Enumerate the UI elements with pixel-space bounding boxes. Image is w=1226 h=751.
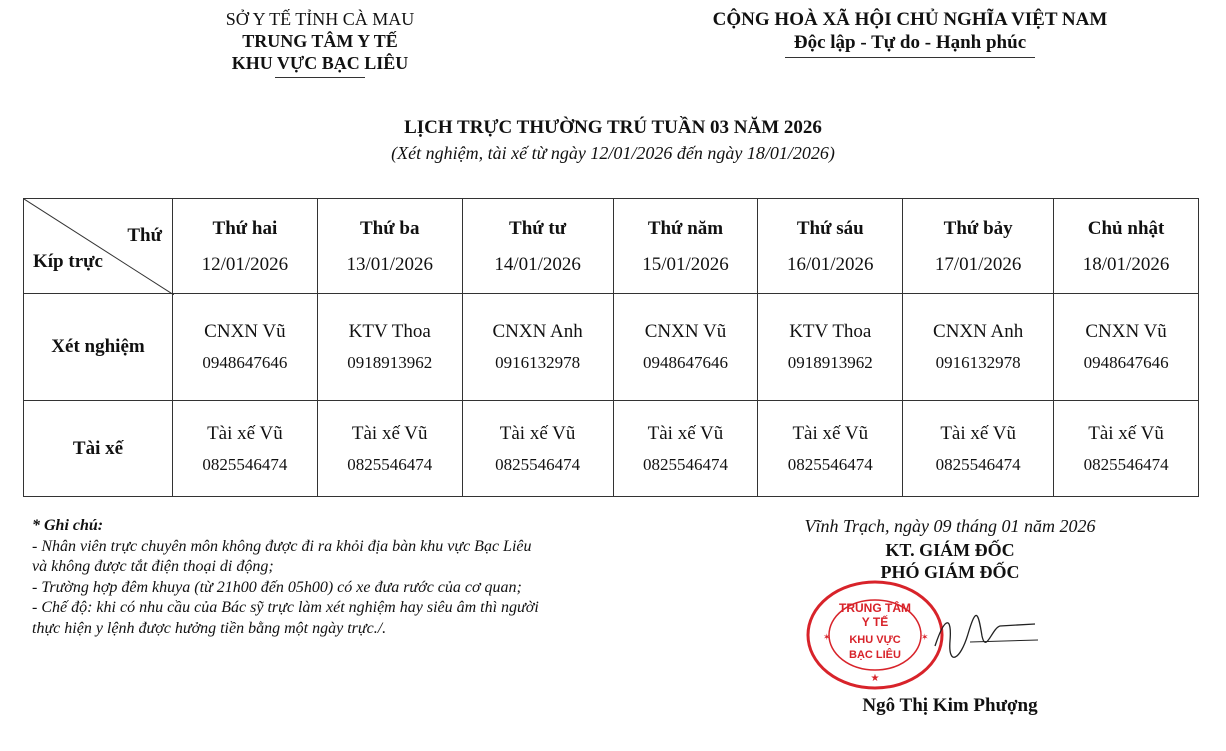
- staff-phone: 0918913962: [787, 353, 873, 372]
- staff-name: Tài xế Vũ: [940, 422, 1016, 444]
- row-label: Xét nghiệm: [24, 294, 173, 401]
- staff-name: KTV Thoa: [789, 321, 872, 342]
- day-date: 17/01/2026: [934, 254, 1022, 275]
- signer-role: PHÓ GIÁM ĐỐC: [880, 562, 1020, 582]
- row-label: Tài xế: [24, 401, 173, 497]
- duty-cell: [903, 401, 1054, 497]
- note-line: - Trường hợp đêm khuya (từ 21h00 đến 05h00) có xe đưa rước của cơ quan;: [32, 578, 522, 596]
- day-date: 13/01/2026: [346, 254, 433, 275]
- staff-phone: 0825546474: [495, 454, 581, 474]
- day-header: [173, 199, 318, 294]
- staff-name: CNXN Vũ: [204, 321, 286, 342]
- day-name: Chủ nhật: [1087, 218, 1165, 239]
- notes-title: * Ghi chú:: [32, 517, 104, 534]
- duty-cell: [462, 294, 613, 401]
- day-name: Thứ ba: [359, 218, 420, 239]
- staff-name: Tài xế Vũ: [207, 422, 283, 444]
- day-date: 15/01/2026: [642, 254, 729, 275]
- issuer-area: KHU VỰC BẠC LIÊU: [231, 53, 409, 73]
- day-header: [758, 199, 903, 294]
- staff-name: CNXN Vũ: [1085, 321, 1167, 342]
- day-header: [1054, 199, 1199, 294]
- note-line: - Chế độ: khi có nhu cầu của Bác sỹ trực làm xét nghiệm hay siêu âm thì người: [32, 599, 539, 616]
- issuer-header: [210, 8, 430, 78]
- day-header: [462, 199, 613, 294]
- document-title: LỊCH TRỰC THƯỜNG TRÚ TUẦN 03 NĂM 2026: [404, 117, 822, 138]
- staff-phone: 0916132978: [495, 353, 581, 372]
- note-line: thực hiện y lệnh được hưởng tiền bằng một ngày trực./.: [32, 619, 387, 637]
- staff-name: Tài xế Vũ: [792, 422, 869, 444]
- place-date: Vĩnh Trạch, ngày 09 tháng 01 năm 2026: [804, 516, 1096, 536]
- duty-cell: [903, 294, 1054, 401]
- staff-phone: 0916132978: [935, 353, 1021, 372]
- stamp-text-line: BẠC LIÊU: [849, 649, 901, 661]
- table-header-row: [24, 199, 1199, 294]
- issuer-center: TRUNG TÂM Y TẾ: [242, 31, 398, 51]
- staff-phone: 0948647646: [1083, 353, 1169, 372]
- corner-day-label: Thứ: [127, 225, 162, 246]
- issuer-department: SỞ Y TẾ TỈNH CÀ MAU: [225, 9, 415, 29]
- duty-cell: [317, 401, 462, 497]
- national-title: CỘNG HOÀ XÃ HỘI CHỦ NGHĨA VIỆT NAM: [712, 9, 1108, 30]
- staff-name: Tài xế Vũ: [647, 422, 724, 444]
- day-date: 12/01/2026: [201, 254, 289, 275]
- duty-cell: [173, 401, 318, 497]
- duty-cell: [173, 294, 318, 401]
- day-name: Thứ hai: [212, 218, 278, 239]
- duty-cell: [613, 401, 758, 497]
- document-subtitle: (Xét nghiệm, tài xế từ ngày 12/01/2026 đến ngày 18/01/2026): [391, 143, 835, 163]
- notes-section: [32, 516, 632, 639]
- staff-name: Tài xế Vũ: [499, 422, 576, 444]
- duty-cell: [1054, 401, 1199, 497]
- svg-text:✶: ✶: [921, 632, 929, 642]
- duty-schedule-table: [23, 198, 1199, 497]
- duty-cell: [758, 294, 903, 401]
- stamp-text-line: KHU VỰC: [849, 634, 901, 646]
- staff-name: Tài xế Vũ: [351, 422, 428, 444]
- staff-name: CNXN Anh: [933, 321, 1024, 342]
- day-date: 14/01/2026: [494, 254, 581, 275]
- duty-cell: [462, 401, 613, 497]
- corner-cell: [24, 199, 173, 294]
- day-date: 16/01/2026: [787, 254, 874, 275]
- header-left-underline: [275, 77, 365, 78]
- staff-phone: 0825546474: [935, 454, 1021, 474]
- day-name: Thứ tư: [509, 218, 567, 239]
- duty-cell: [758, 401, 903, 497]
- staff-name: KTV Thoa: [348, 321, 431, 342]
- header-right-underline: [785, 57, 1035, 58]
- table-row: [24, 401, 1199, 497]
- note-line: và không được tắt điện thoại di động;: [32, 558, 274, 575]
- staff-name: Tài xế Vũ: [1088, 422, 1164, 444]
- signer-authority: KT. GIÁM ĐỐC: [885, 540, 1015, 560]
- staff-phone: 0825546474: [787, 454, 873, 474]
- staff-phone: 0918913962: [347, 353, 433, 372]
- duty-cell: [317, 294, 462, 401]
- duty-cell: [1054, 294, 1199, 401]
- handwritten-signature: [930, 606, 1040, 666]
- staff-phone: 0948647646: [202, 353, 288, 372]
- staff-phone: 0825546474: [1083, 454, 1169, 474]
- day-header: [903, 199, 1054, 294]
- stamp-text-line: TRUNG TÂM: [839, 601, 911, 615]
- stamp-text-line: Y TẾ: [861, 615, 889, 629]
- day-header: [613, 199, 758, 294]
- day-name: Thứ sáu: [796, 218, 864, 239]
- corner-shift-label: Kíp trực: [33, 251, 103, 272]
- staff-phone: 0948647646: [642, 353, 728, 372]
- svg-text:✶: ✶: [823, 632, 831, 642]
- day-header: [317, 199, 462, 294]
- corner-diagonal: [24, 199, 174, 295]
- day-name: Thứ năm: [647, 218, 724, 239]
- staff-name: CNXN Anh: [492, 321, 583, 342]
- svg-text:★: ★: [870, 673, 880, 684]
- signer-name: Ngô Thị Kim Phượng: [862, 695, 1038, 716]
- national-motto: Độc lập - Tự do - Hạnh phúc: [793, 32, 1027, 53]
- table-row: [24, 294, 1199, 401]
- staff-phone: 0825546474: [202, 454, 288, 474]
- staff-phone: 0825546474: [347, 454, 433, 474]
- note-line: - Nhân viên trực chuyên môn không được đi ra khỏi địa bàn khu vực Bạc Liêu: [32, 537, 532, 555]
- staff-phone: 0825546474: [642, 454, 728, 474]
- day-name: Thứ bảy: [943, 218, 1013, 239]
- staff-name: CNXN Vũ: [644, 321, 727, 342]
- duty-cell: [613, 294, 758, 401]
- national-header: [690, 8, 1130, 58]
- day-date: 18/01/2026: [1082, 254, 1170, 275]
